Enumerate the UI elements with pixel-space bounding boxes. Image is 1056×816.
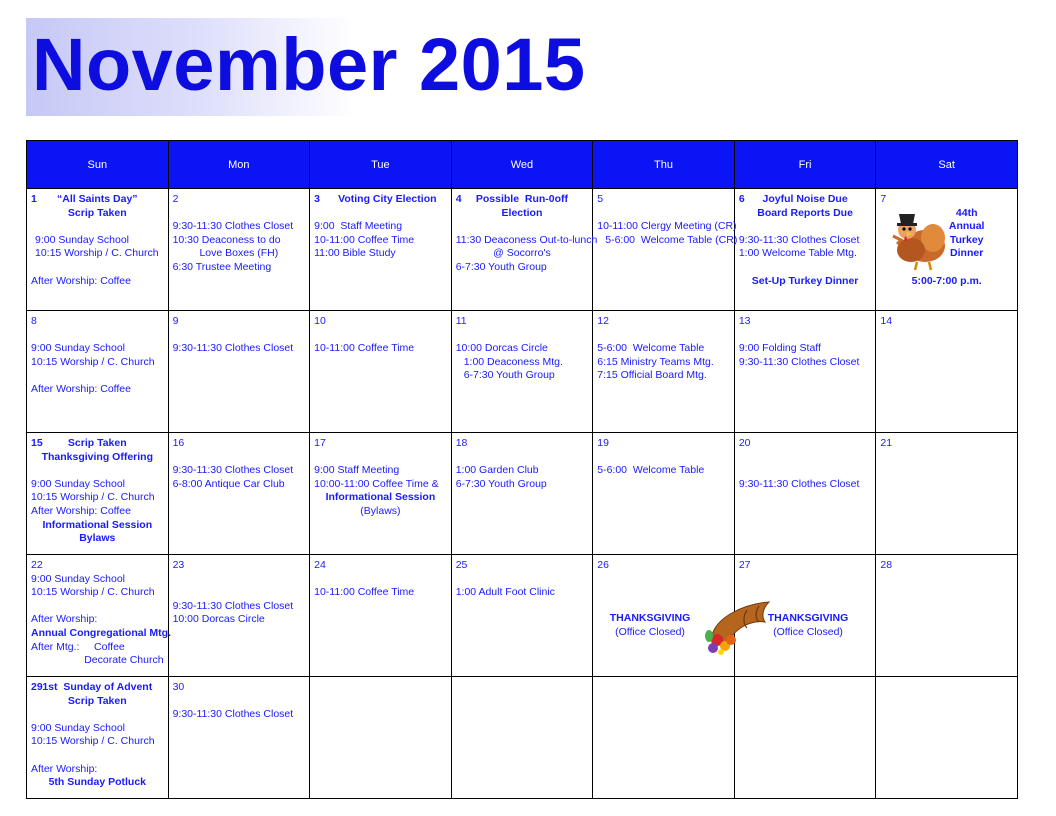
- event-line: 5th Sunday Potluck: [48, 776, 146, 789]
- event-line: After Worship: Coffee: [31, 382, 131, 395]
- event-line: 1:00 Deaconess Mtg.: [463, 355, 563, 368]
- day-number: 21: [880, 437, 893, 449]
- day-cell-empty: [734, 677, 876, 799]
- day-cell-empty: [451, 677, 593, 799]
- event-line: 9:00 Sunday School: [31, 342, 125, 355]
- event-line: 11:30 Deaconess Out-to-lunch: [455, 233, 598, 246]
- day-cell[interactable]: [168, 189, 310, 311]
- day-number: 7: [880, 193, 887, 205]
- day-header-row: [314, 559, 447, 573]
- event-line: 10-11:00 Clergy Meeting (CR): [597, 220, 737, 233]
- event-line: 1:00 Welcome Table Mtg.: [738, 247, 857, 260]
- spacer: [31, 708, 164, 722]
- day-number: 17: [314, 437, 326, 449]
- day-cell[interactable]: [310, 189, 452, 311]
- event-line: Joyful Noise Due: [762, 193, 848, 205]
- spacer: [739, 451, 872, 465]
- event-line: Dinner: [950, 247, 984, 260]
- day-cell[interactable]: [27, 433, 169, 555]
- day-header-row: [456, 315, 589, 329]
- thanksgiving-banner: [598, 560, 878, 672]
- day-number: 9: [172, 315, 179, 327]
- event-line: 9:30-11:30 Clothes Closet: [172, 342, 294, 355]
- day-cell[interactable]: [876, 433, 1018, 555]
- day-header-row: [739, 315, 872, 329]
- weekday-sat: Sat: [876, 141, 1018, 189]
- event-line: Love Boxes (FH): [199, 247, 279, 260]
- event-line: 10:15 Worship / C. Church: [31, 491, 155, 504]
- day-cell[interactable]: [593, 433, 735, 555]
- event-line: 7:15 Official Board Mtg.: [597, 369, 707, 382]
- spacer: [31, 749, 164, 763]
- day-cell[interactable]: [27, 189, 169, 311]
- event-line: 6:30 Trustee Meeting: [172, 260, 272, 273]
- day-number: 3: [314, 193, 320, 205]
- event-line: 10:00 Dorcas Circle: [455, 342, 548, 355]
- day-number: 18: [455, 437, 468, 449]
- day-cell[interactable]: [876, 555, 1018, 677]
- day-header-row: [173, 681, 306, 695]
- event-line: 6-7:30 Youth Group: [463, 369, 555, 382]
- day-cell[interactable]: [27, 555, 169, 677]
- day-header-row: [880, 193, 1013, 207]
- day-cell[interactable]: [451, 189, 598, 311]
- spacer: [31, 329, 164, 343]
- event-line: Annual: [948, 220, 985, 233]
- day-header-row: [739, 193, 872, 207]
- event-line: 6-8:00 Antique Car Club: [172, 477, 285, 490]
- event-line: 9:30-11:30 Clothes Closet: [172, 599, 294, 612]
- day-cell-empty: [876, 677, 1018, 799]
- thanksgiving-left: [598, 612, 702, 639]
- event-line: 1st Sunday of Advent: [42, 681, 153, 693]
- page-title: November 2015: [32, 23, 586, 106]
- day-header-row: [880, 437, 1013, 451]
- week-row: [27, 433, 1018, 555]
- thanksgiving-right-sub: (Office Closed): [773, 625, 843, 638]
- day-header-row: [31, 193, 164, 207]
- day-number: 28: [880, 559, 893, 571]
- event-line: 9:00 Sunday School: [31, 721, 125, 734]
- day-header-row: [456, 437, 589, 451]
- event-line: 9:00 Sunday School: [35, 233, 129, 246]
- event-line: Voting City Election: [338, 193, 437, 205]
- event-line: Scrip Taken: [67, 206, 127, 219]
- day-number: 24: [314, 559, 326, 571]
- spacer: [597, 207, 730, 221]
- day-header-row: [456, 193, 589, 207]
- day-header-row: [314, 193, 447, 207]
- spacer: [314, 573, 447, 587]
- day-number: 16: [172, 437, 185, 449]
- spacer: [173, 329, 306, 343]
- day-number: 15: [31, 437, 43, 449]
- event-line: 10-11:00 Coffee Time: [314, 233, 415, 246]
- day-number: 2: [172, 193, 179, 205]
- event-line: Scrip Taken: [67, 694, 127, 707]
- day-number: 23: [172, 559, 185, 571]
- event-line: 9:30-11:30 Clothes Closet: [738, 477, 860, 490]
- spacer: [597, 451, 730, 465]
- day-header-row: [880, 315, 1013, 329]
- weekday-sun: Sun: [27, 141, 169, 189]
- day-header-row: [597, 315, 730, 329]
- event-line: 5:00-7:00 p.m.: [911, 274, 982, 287]
- day-header-row: [880, 559, 1013, 573]
- day-cell[interactable]: [593, 189, 738, 311]
- day-number: 30: [172, 681, 185, 693]
- day-cell[interactable]: [734, 311, 876, 433]
- day-header-row: [31, 437, 164, 451]
- event-line: Set-Up Turkey Dinner: [751, 274, 859, 287]
- day-number: 25: [455, 559, 468, 571]
- day-cell[interactable]: [168, 311, 310, 433]
- day-number: 26: [597, 559, 609, 571]
- day-cell[interactable]: [451, 311, 593, 433]
- day-number: 13: [738, 315, 751, 327]
- spacer: [739, 261, 872, 275]
- event-line: 10:00 Dorcas Circle: [172, 613, 265, 626]
- event-line: After Worship:: [31, 762, 98, 775]
- event-line: 9:30-11:30 Clothes Closet: [738, 355, 860, 368]
- event-line: After Worship:: [31, 613, 98, 626]
- day-number: 8: [31, 315, 37, 327]
- event-line: 10:30 Deaconess to do: [172, 233, 281, 246]
- event-line: 10:15 Worship / C. Church: [31, 586, 155, 599]
- event-line: “All Saints Day”: [57, 193, 138, 205]
- spacer: [739, 464, 872, 478]
- event-line: 5-6:00 Welcome Table (CR): [605, 233, 738, 246]
- day-number: 11: [455, 315, 467, 327]
- spacer: [314, 451, 447, 465]
- event-line: 10-11:00 Coffee Time: [314, 586, 415, 599]
- spacer: [456, 451, 589, 465]
- day-number: 10: [314, 315, 326, 327]
- day-header-row: [31, 315, 164, 329]
- day-cell[interactable]: [310, 311, 452, 433]
- spacer: [314, 207, 447, 221]
- day-cell[interactable]: [734, 189, 876, 311]
- event-line: Bylaws: [79, 532, 116, 545]
- day-cell-empty: [310, 677, 452, 799]
- day-header-row: [173, 437, 306, 451]
- day-header-row: [31, 559, 164, 573]
- day-cell[interactable]: [310, 555, 452, 677]
- spacer: [456, 329, 589, 343]
- day-header-row: [597, 193, 730, 207]
- day-number: 20: [738, 437, 751, 449]
- event-line: Election: [501, 206, 543, 219]
- day-cell[interactable]: [876, 311, 1018, 433]
- spacer: [173, 573, 306, 587]
- event-line: 44th: [955, 206, 978, 219]
- spacer: [31, 220, 164, 234]
- day-number: 29: [31, 681, 43, 693]
- event-line: 9:30-11:30 Clothes Closet: [738, 233, 860, 246]
- event-line: 5-6:00 Welcome Table: [597, 342, 705, 355]
- event-line: @ Socorro's: [493, 247, 551, 260]
- thanksgiving-left-sub: (Office Closed): [615, 625, 685, 638]
- day-header-row: [597, 437, 730, 451]
- week-row: [27, 311, 1018, 433]
- thanksgiving-right: [756, 612, 860, 639]
- event-line: 5-6:00 Welcome Table: [597, 464, 705, 477]
- weekday-header-row: [27, 141, 1018, 189]
- day-number: 1: [31, 193, 37, 205]
- day-header-row: [31, 681, 164, 695]
- spacer: [739, 329, 872, 343]
- event-line: Turkey: [949, 233, 984, 246]
- event-line: 9:00 Staff Meeting: [314, 220, 403, 233]
- event-line: 6-7:30 Youth Group: [455, 260, 547, 273]
- day-cell[interactable]: [168, 677, 310, 799]
- spacer: [31, 464, 164, 478]
- event-line: 6:15 Ministry Teams Mtg.: [597, 355, 714, 368]
- day-cell-empty: [593, 677, 735, 799]
- spacer: [739, 220, 872, 234]
- event-line: Thanksgiving Offering: [41, 450, 153, 463]
- event-line: Board Reports Due: [757, 206, 853, 219]
- event-line: Informational Session: [42, 518, 153, 531]
- event-line: After Worship: Coffee: [31, 274, 131, 287]
- event-line: 9:00 Sunday School: [31, 572, 125, 585]
- event-line: 10:00-11:00 Coffee Time &: [314, 477, 439, 490]
- spacer: [173, 451, 306, 465]
- event-line: Annual Congregational Mtg.: [31, 626, 171, 639]
- day-header-row: [173, 193, 306, 207]
- spacer: [31, 369, 164, 383]
- event-line: 1:00 Adult Foot Clinic: [455, 586, 555, 599]
- event-line: (Bylaws): [360, 504, 401, 517]
- spacer: [597, 329, 730, 343]
- event-line: Scrip Taken: [67, 437, 127, 449]
- spacer: [31, 600, 164, 614]
- day-number: 6: [738, 193, 745, 205]
- week-row: [27, 189, 1018, 311]
- event-line: 9:00 Folding Staff: [738, 342, 821, 355]
- weekday-thu: Thu: [593, 141, 735, 189]
- turkey-icon: [889, 206, 951, 272]
- day-number: 14: [880, 315, 893, 327]
- event-line: 9:00 Staff Meeting: [314, 464, 400, 477]
- weekday-mon: Mon: [168, 141, 310, 189]
- week-row: [27, 677, 1018, 799]
- event-line: 9:30-11:30 Clothes Closet: [172, 464, 294, 477]
- event-line: After Worship: Coffee: [31, 504, 131, 517]
- day-cell[interactable]: [27, 311, 169, 433]
- day-number: 19: [597, 437, 609, 449]
- day-number: 22: [31, 559, 43, 571]
- day-cell[interactable]: [168, 555, 310, 677]
- event-line: Informational Session: [325, 491, 436, 504]
- event-line: 6-7:30 Youth Group: [455, 477, 547, 490]
- day-header-row: [456, 559, 589, 573]
- event-line: 9:30-11:30 Clothes Closet: [172, 220, 294, 233]
- day-cell[interactable]: [451, 555, 593, 677]
- event-line: After Mtg.: Coffee: [31, 640, 125, 653]
- day-header-row: [739, 437, 872, 451]
- spacer: [314, 329, 447, 343]
- day-cell[interactable]: [734, 433, 876, 555]
- day-header-row: [314, 437, 447, 451]
- event-line: 10:15 Worship / C. Church: [31, 735, 155, 748]
- event-line: 10:15 Worship / C. Church: [35, 247, 159, 260]
- day-number: 5: [597, 193, 604, 205]
- calendar-grid: [26, 140, 1018, 799]
- spacer: [456, 220, 589, 234]
- day-cell[interactable]: [310, 433, 452, 555]
- day-cell[interactable]: [451, 433, 593, 555]
- day-header-row: [173, 315, 306, 329]
- day-header-row: [173, 559, 306, 573]
- day-cell[interactable]: [168, 433, 310, 555]
- weekday-wed: Wed: [451, 141, 593, 189]
- spacer: [173, 695, 306, 709]
- spacer: [31, 261, 164, 275]
- spacer: [173, 586, 306, 600]
- event-line: Possible Run-0off: [475, 193, 569, 205]
- event-line: 9:30-11:30 Clothes Closet: [172, 708, 294, 721]
- day-number: 4: [455, 193, 462, 205]
- event-line: 10-11:00 Coffee Time: [314, 342, 415, 355]
- day-cell[interactable]: [27, 677, 169, 799]
- event-line: 1:00 Garden Club: [455, 464, 539, 477]
- event-line: Decorate Church: [84, 654, 164, 667]
- spacer: [456, 573, 589, 587]
- day-cell[interactable]: [593, 311, 735, 433]
- day-number: 27: [738, 559, 751, 571]
- event-line: 9:00 Sunday School: [31, 477, 125, 490]
- spacer: [173, 207, 306, 221]
- event-line: 10:15 Worship / C. Church: [31, 355, 155, 368]
- day-number: 12: [597, 315, 609, 327]
- weekday-fri: Fri: [734, 141, 876, 189]
- day-header-row: [314, 315, 447, 329]
- event-line: 11:00 Bible Study: [314, 247, 396, 260]
- thanksgiving-left-title: THANKSGIVING: [609, 612, 691, 624]
- weekday-tue: Tue: [310, 141, 452, 189]
- thanksgiving-right-title: THANKSGIVING: [767, 612, 849, 624]
